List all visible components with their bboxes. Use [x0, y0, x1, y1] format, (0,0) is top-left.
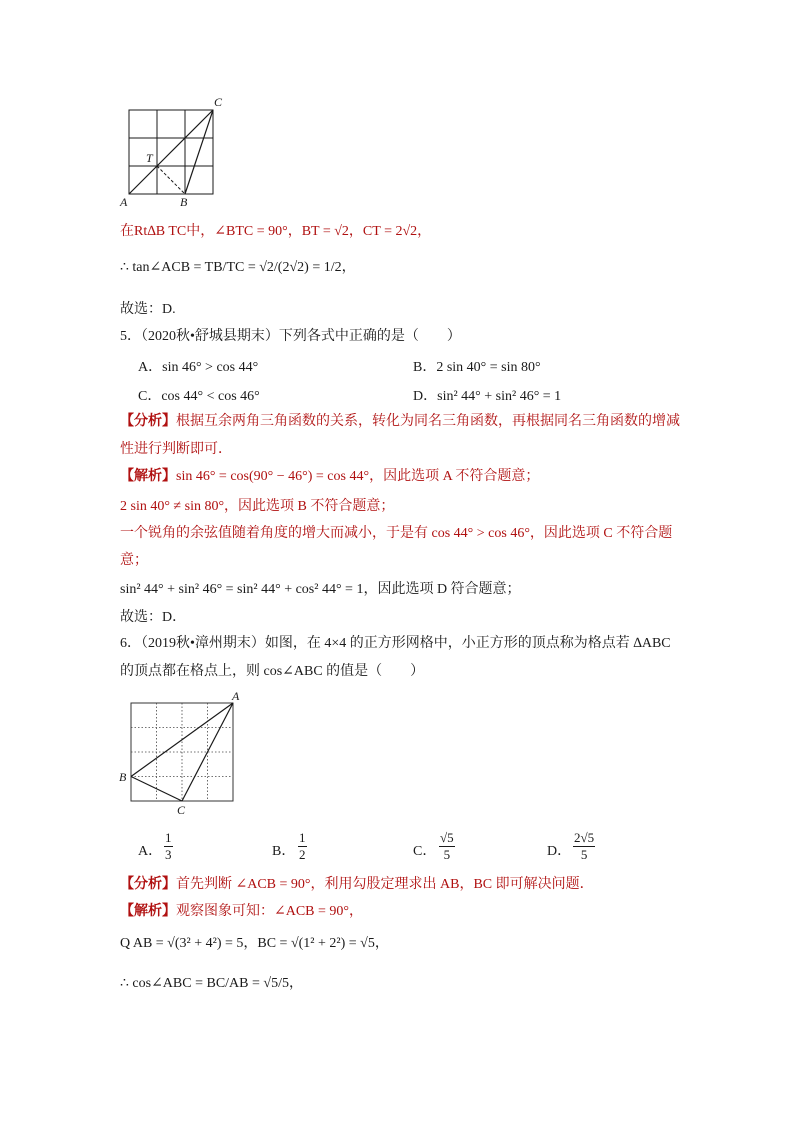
denominator: 3: [165, 847, 172, 862]
prev-answer: 故选：D.: [120, 302, 176, 317]
denominator: 5: [580, 847, 588, 862]
q5-solution-line-4: 意；: [120, 553, 148, 568]
analysis-tag: 【分析】: [120, 414, 176, 429]
option-text: cos 44° < cos 46°: [161, 389, 260, 404]
denominator: 2: [299, 847, 306, 862]
option-text: sin² 44° + sin² 46° = 1: [437, 389, 562, 404]
q6-solution-line-2: Q AB = √(3² + 4²) = 5，BC = √(1² + 2²) = √5，: [120, 936, 389, 951]
label-c: C: [214, 95, 223, 109]
fraction: [164, 830, 173, 863]
grid-figure-1: [116, 94, 236, 210]
q5-option-a[interactable]: [138, 356, 258, 376]
label-b: B: [119, 770, 127, 784]
solution-tag: 【解析】: [120, 469, 176, 484]
q5-option-c[interactable]: [138, 385, 260, 405]
option-label: C．: [138, 389, 162, 404]
option-text: sin 46° > cos 44°: [162, 360, 259, 375]
q5-option-b[interactable]: [413, 356, 541, 376]
prev-solution-line-2: ∴ tan∠ACB = TB/TC = √2/(2√2) = 1/2，: [120, 260, 356, 275]
q5-option-d[interactable]: [413, 385, 561, 405]
q5-answer: 故选：D．: [120, 610, 187, 625]
analysis-tag: 【分析】: [120, 877, 176, 892]
numerator: 1: [165, 830, 172, 845]
analysis-text: 根据互余两角三角函数的关系，转化为同名三角函数，再根据同名三角函数的增减: [176, 414, 680, 429]
q5-solution-line-2: 2 sin 40° ≠ sin 80°，因此选项 B 不符合题意；: [120, 499, 395, 514]
q6-stem-line-2: 的顶点都在格点上，则 cos∠ABC 的值是（ ）: [120, 664, 425, 679]
fraction: [298, 830, 307, 863]
q6-analysis: [120, 875, 594, 895]
label-b: B: [180, 195, 188, 209]
grid-figure-2: [116, 686, 252, 820]
option-label: A．: [138, 844, 163, 859]
option-text: 2 sin 40° = sin 80°: [436, 360, 541, 375]
solution-tag: 【解析】: [120, 904, 176, 919]
fraction: [573, 830, 595, 863]
q5-stem: 5．（2020秋•舒城县期末）下列各式中正确的是（ ）: [120, 329, 461, 344]
q5-solution-line-5: sin² 44° + sin² 46° = sin² 44° + cos² 44° = 1，因此选项 D 符合题意；: [120, 582, 521, 597]
option-label: D．: [413, 389, 438, 404]
denominator: 5: [443, 847, 451, 862]
solution-text: 观察图象可知：∠ACB = 90°，: [176, 904, 364, 919]
analysis-text: 首先判断 ∠ACB = 90°，利用勾股定理求出 AB，BC 即可解决问题．: [176, 877, 594, 892]
option-label: A．: [138, 360, 163, 375]
option-label: D．: [547, 844, 572, 859]
solution-text: sin 46° = cos(90° − 46°) = cos 44°，因此选项 A 不符合题意；: [176, 469, 540, 484]
option-label: C．: [413, 844, 437, 859]
label-c: C: [177, 803, 186, 817]
q5-solution-line-1: [120, 467, 539, 487]
label-a: A: [232, 689, 240, 703]
option-label: B．: [272, 844, 296, 859]
q6-stem-line-1: 6．（2019秋•漳州期末）如图，在 4×4 的正方形网格中，小正方形的顶点称为格点若 ∆ABC: [120, 636, 671, 651]
numerator: 2√5: [574, 830, 595, 845]
numerator: 1: [299, 830, 306, 845]
option-label: B．: [413, 360, 437, 375]
q5-analysis-line-2: 性进行判断即可．: [120, 442, 232, 457]
q6-solution-line-1: [120, 902, 363, 922]
fraction: [439, 830, 455, 863]
numerator: √5: [440, 830, 454, 845]
q5-analysis-line-1: [120, 412, 680, 432]
label-t: T: [146, 151, 153, 165]
prev-solution-line-1: 在Rt∆B TC中，∠BTC = 90°，BT = √2，CT = 2√2，: [120, 224, 432, 239]
label-a: A: [120, 195, 128, 209]
q5-solution-line-3: 一个锐角的余弦值随着角度的增大而减小，于是有 cos 44° > cos 46°，因此选项 C 不符合题: [120, 526, 673, 541]
q6-solution-line-3: ∴ cos∠ABC = BC/AB = √5/5，: [120, 976, 303, 991]
